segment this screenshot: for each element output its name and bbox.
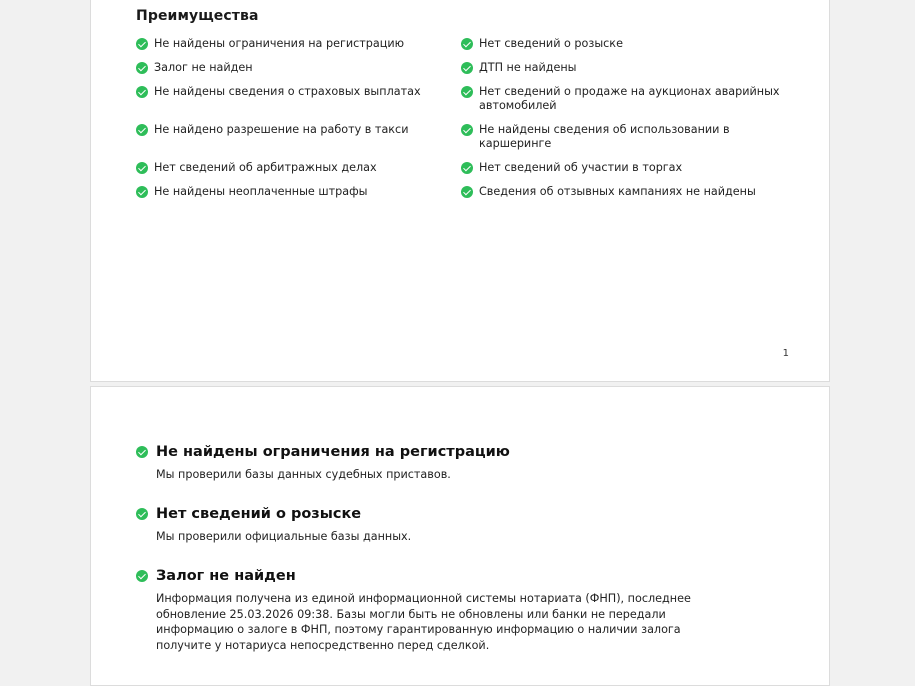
detail-description: Информация получена из единой информационной системы нотариата (ФНП), последнее обновление 25.03.2026 09:38. Базы могли быть не обновлены или банки не передали информацию о залоге в ФНП, поэтому гарантированную информацию о наличии залога получите у нотариуса непосредственно перед сделкой.	[156, 592, 691, 652]
advantages-right-column	[461, 37, 791, 199]
advantage-label: Нет сведений о розыске	[479, 37, 623, 50]
advantage-item	[461, 85, 789, 113]
check-circle-icon	[461, 124, 473, 136]
report-page-2	[90, 386, 830, 686]
check-circle-icon	[461, 86, 473, 98]
advantage-item	[136, 185, 456, 199]
detail-title-text: Нет сведений о розыске	[156, 506, 362, 522]
page-number: 1	[782, 348, 789, 359]
advantage-label: Не найдены ограничения на регистрацию	[154, 37, 405, 50]
advantage-item	[136, 37, 456, 51]
advantage-label: Не найдены сведения об использовании в каршеринге	[479, 123, 730, 150]
advantage-label: ДТП не найдены	[479, 61, 577, 74]
check-circle-icon	[136, 508, 148, 520]
detail-section-pledge	[136, 567, 736, 653]
detail-description: Мы проверили официальные базы данных.	[156, 530, 412, 543]
detail-title-text: Не найдены ограничения на регистрацию	[156, 444, 510, 460]
advantage-item	[461, 37, 791, 51]
detail-section-wanted	[136, 505, 766, 545]
check-circle-icon	[136, 124, 148, 136]
detail-title	[136, 505, 766, 523]
advantage-label: Нет сведений об участии в торгах	[479, 161, 683, 174]
check-circle-icon	[461, 162, 473, 174]
advantage-item	[461, 185, 791, 199]
detail-title	[136, 567, 736, 585]
advantage-label: Сведения об отзывных кампаниях не найдены	[479, 185, 756, 198]
check-circle-icon	[461, 38, 473, 50]
check-circle-icon	[136, 62, 148, 74]
advantage-item	[461, 161, 791, 175]
detail-title	[136, 443, 766, 461]
advantage-label: Не найдено разрешение на работу в такси	[154, 123, 409, 136]
detail-section-registration	[136, 443, 766, 483]
advantage-label: Нет сведений о продаже на аукционах аварийных автомобилей	[479, 85, 780, 112]
advantage-item	[461, 123, 739, 151]
advantages-left-column	[136, 37, 456, 199]
advantage-item	[136, 161, 456, 175]
check-circle-icon	[136, 186, 148, 198]
check-circle-icon	[461, 186, 473, 198]
advantage-item	[136, 123, 456, 137]
advantage-item	[136, 85, 456, 99]
advantage-item	[461, 61, 791, 75]
report-page-1	[90, 0, 830, 382]
detail-title-text: Залог не найден	[156, 568, 296, 584]
check-circle-icon	[136, 446, 148, 458]
check-circle-icon	[136, 38, 148, 50]
check-circle-icon	[136, 86, 148, 98]
advantage-label: Не найдены сведения о страховых выплатах	[154, 85, 421, 98]
advantages-title: Преимущества	[136, 8, 259, 24]
advantage-item	[136, 61, 456, 75]
advantage-label: Залог не найден	[154, 61, 253, 74]
advantage-label: Не найдены неоплаченные штрафы	[154, 185, 368, 198]
advantage-label: Нет сведений об арбитражных делах	[154, 161, 377, 174]
check-circle-icon	[136, 570, 148, 582]
detail-description: Мы проверили базы данных судебных приставов.	[156, 468, 451, 481]
check-circle-icon	[136, 162, 148, 174]
check-circle-icon	[461, 62, 473, 74]
